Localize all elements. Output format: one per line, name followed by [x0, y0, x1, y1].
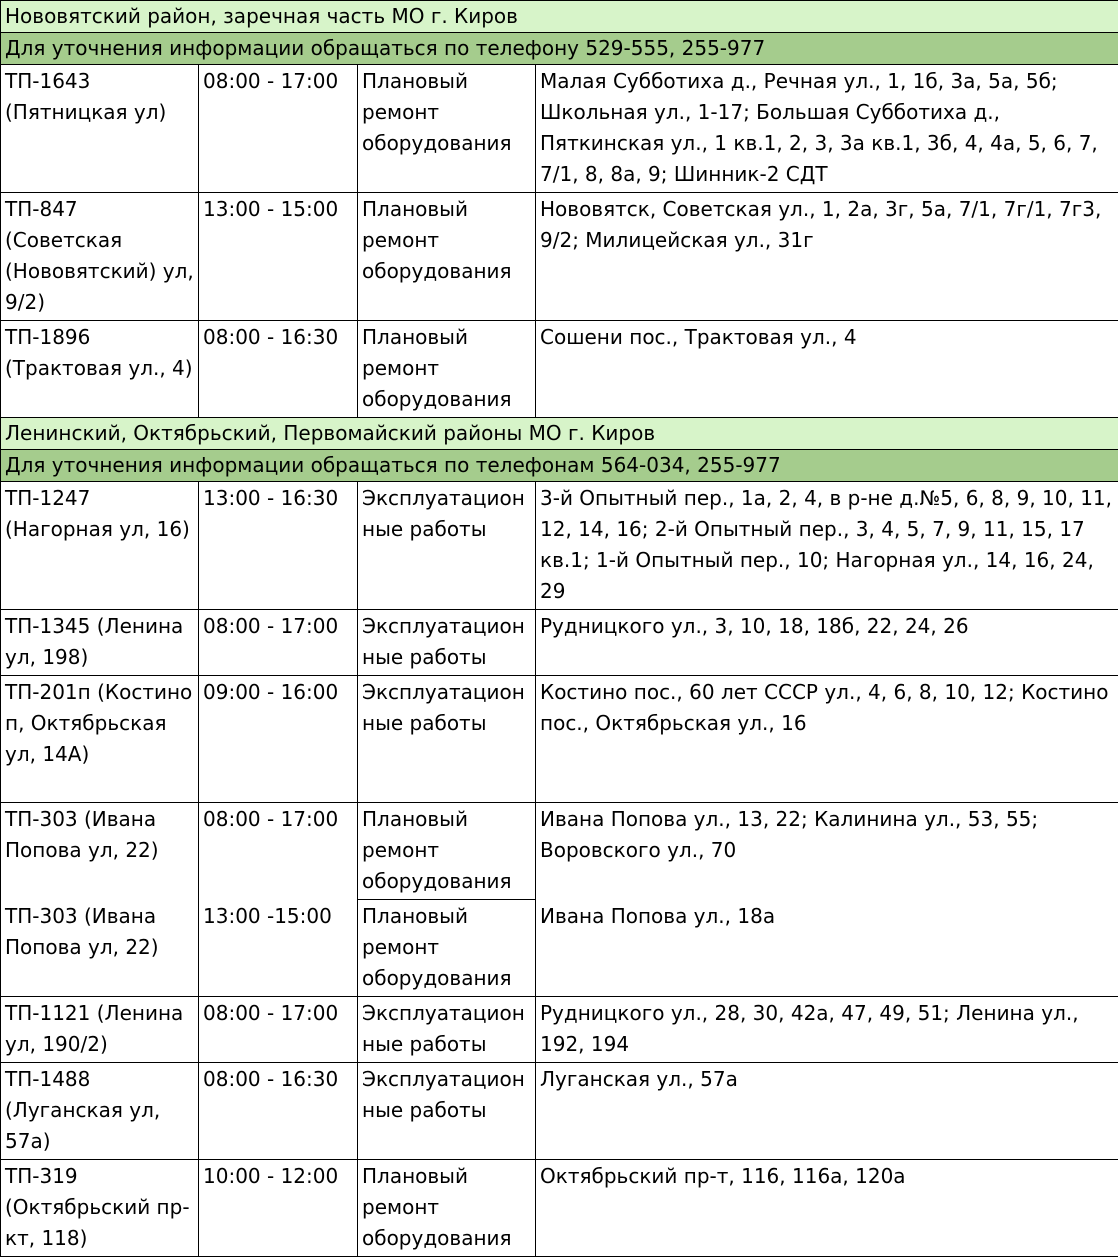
time-cell: 13:00 -15:00 — [199, 900, 358, 997]
work-type-cell: Плановый ремонт оборудования — [358, 900, 536, 997]
table-row — [1, 676, 1118, 803]
substation-cell: ТП-1345 (Ленина ул, 198) — [1, 610, 199, 676]
addresses-cell: Рудницкого ул., 28, 30, 42а, 47, 49, 51; Ленина ул., 192, 194 — [536, 997, 1118, 1063]
work-type-cell: Плановый ремонт оборудования — [358, 321, 536, 418]
table-row — [1, 610, 1118, 676]
time-cell: 08:00 - 17:00 — [199, 65, 358, 193]
time-cell: 08:00 - 17:00 — [199, 803, 358, 900]
time-cell: 08:00 - 17:00 — [199, 997, 358, 1063]
addresses-cell: Ивана Попова ул., 18а — [536, 900, 1118, 997]
addresses-cell: Малая Субботиха д., Речная ул., 1, 1б, 3а, 5а, 5б; Школьная ул., 1-17; Большая Субботиха д., Пяткинская ул., 1 кв.1, 2, 3, 3а кв.1, 3б, 4, 4а, 5, 6, 7, 7/1, 8, 8а, 9; Шинник-2 СДТ — [536, 65, 1118, 193]
addresses-cell: 3-й Опытный пер., 1а, 2, 4, в р-не д.№5, 6, 8, 9, 10, 11, 12, 14, 16; 2-й Опытный пер., 3, 4, 5, 7, 9, 11, 15, 17 кв.1; 1-й Опытный пер., 10; Нагорная ул., 14, 16, 24, 29 — [536, 482, 1118, 610]
substation-cell: ТП-847 (Советская (Нововятский) ул, 9/2) — [1, 193, 199, 321]
substation-cell: ТП-201п (Костино п, Октябрьская ул, 14А) — [1, 676, 199, 803]
work-type-cell: Эксплуатационные работы — [358, 1063, 536, 1160]
addresses-cell: Ивана Попова ул., 13, 22; Калинина ул., 53, 55; Воровского ул., 70 — [536, 803, 1118, 900]
time-cell: 10:00 - 12:00 — [199, 1160, 358, 1257]
substation-cell: ТП-1643 (Пятницкая ул) — [1, 65, 199, 193]
time-cell: 08:00 - 17:00 — [199, 610, 358, 676]
time-cell: 08:00 - 16:30 — [199, 321, 358, 418]
time-cell: 13:00 - 16:30 — [199, 482, 358, 610]
addresses-cell: Рудницкого ул., 3, 10, 18, 18б, 22, 24, 26 — [536, 610, 1118, 676]
work-type-cell: Плановый ремонт оборудования — [358, 803, 536, 900]
contact-phone-note: Для уточнения информации обращаться по телефонам 564-034, 255-977 — [1, 450, 1118, 482]
district-row — [1, 418, 1118, 450]
table-row — [1, 482, 1118, 610]
table-row — [1, 803, 1118, 900]
substation-cell: ТП-319 (Октябрьский пр-кт, 118) — [1, 1160, 199, 1257]
addresses-cell: Костино пос., 60 лет СССР ул., 4, 6, 8, 10, 12; Костино пос., Октябрьская ул., 16 — [536, 676, 1118, 803]
work-type-cell: Эксплуатационные работы — [358, 482, 536, 610]
district-title: Нововятский район, заречная часть МО г. Киров — [1, 1, 1118, 33]
work-type-cell: Плановый ремонт оборудования — [358, 193, 536, 321]
district-title: Ленинский, Октябрьский, Первомайский районы МО г. Киров — [1, 418, 1118, 450]
work-type-cell: Плановый ремонт оборудования — [358, 65, 536, 193]
substation-cell: ТП-303 (Ивана Попова ул, 22) — [1, 900, 199, 997]
table-row — [1, 900, 1118, 997]
addresses-cell: Октябрьский пр-т, 116, 116а, 120а — [536, 1160, 1118, 1257]
substation-cell: ТП-1488 (Луганская ул, 57а) — [1, 1063, 199, 1160]
addresses-cell: Луганская ул., 57а — [536, 1063, 1118, 1160]
table-row — [1, 1063, 1118, 1160]
substation-cell: ТП-1121 (Ленина ул, 190/2) — [1, 997, 199, 1063]
time-cell: 08:00 - 16:30 — [199, 1063, 358, 1160]
phone-row — [1, 33, 1118, 65]
work-type-cell: Эксплуатационные работы — [358, 997, 536, 1063]
time-cell: 13:00 - 15:00 — [199, 193, 358, 321]
district-row — [1, 1, 1118, 33]
table-row — [1, 321, 1118, 418]
time-cell: 09:00 - 16:00 — [199, 676, 358, 803]
addresses-cell: Сошени пос., Трактовая ул., 4 — [536, 321, 1118, 418]
substation-cell: ТП-1896 (Трактовая ул., 4) — [1, 321, 199, 418]
substation-cell: ТП-1247 (Нагорная ул, 16) — [1, 482, 199, 610]
substation-cell: ТП-303 (Ивана Попова ул, 22) — [1, 803, 199, 900]
addresses-cell: Нововятск, Советская ул., 1, 2а, 3г, 5а, 7/1, 7г/1, 7г3, 9/2; Милицейская ул., 31г — [536, 193, 1118, 321]
work-type-cell: Эксплуатационные работы — [358, 610, 536, 676]
contact-phone-note: Для уточнения информации обращаться по телефону 529-555, 255-977 — [1, 33, 1118, 65]
table-row — [1, 65, 1118, 193]
table-row — [1, 997, 1118, 1063]
table-row — [1, 1160, 1118, 1257]
work-type-cell: Эксплуатационные работы — [358, 676, 536, 803]
table-row — [1, 193, 1118, 321]
phone-row — [1, 450, 1118, 482]
work-type-cell: Плановый ремонт оборудования — [358, 1160, 536, 1257]
